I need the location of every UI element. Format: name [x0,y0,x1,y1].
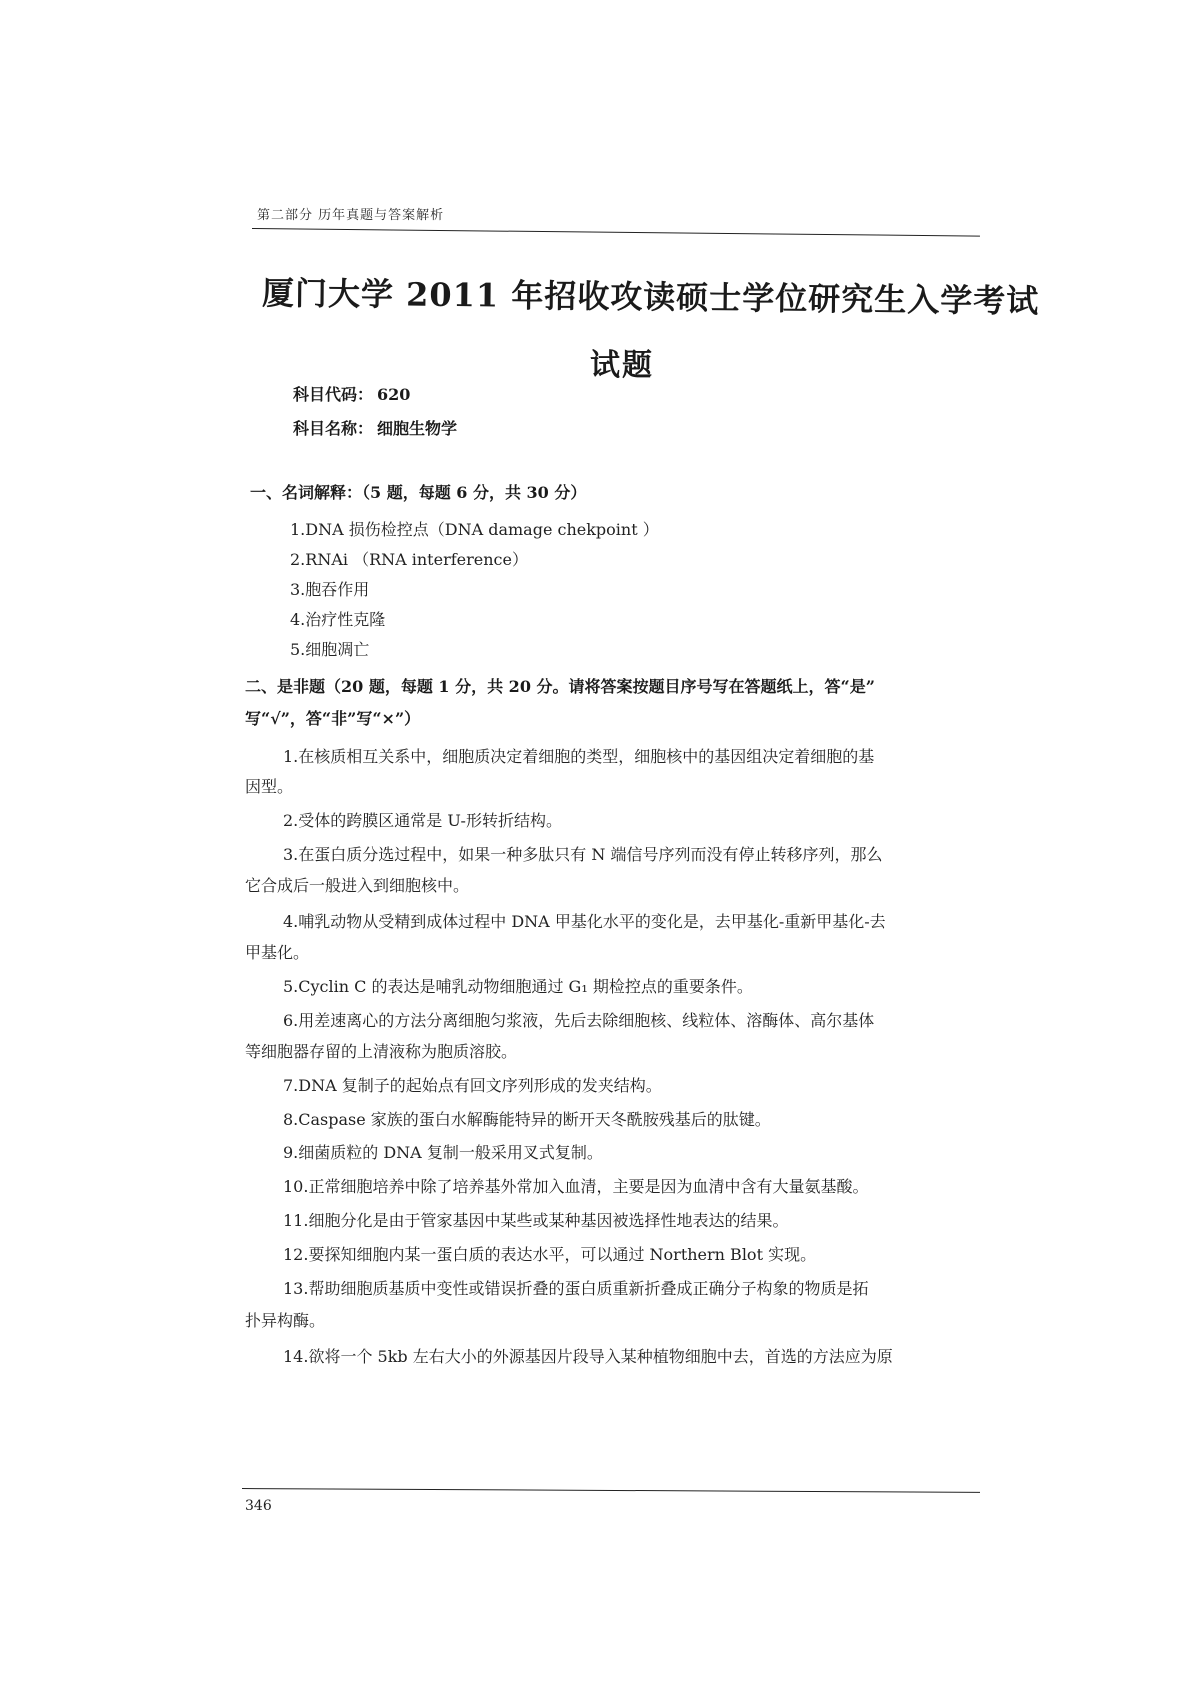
question-line: 7.DNA 复制子的起始点有回文序列形成的发夹结构。 [283,1076,662,1095]
subject-name-label: 科目名称： [293,419,374,438]
running-header: 第二部分 历年真题与答案解析 [257,208,445,223]
question-line: 4.哺乳动物从受精到成体过程中 DNA 甲基化水平的变化是，去甲基化-重新甲基化-去 [283,912,886,931]
subject-code [293,382,410,405]
question-line: 9.细菌质粒的 DNA 复制一般采用叉式复制。 [283,1143,603,1162]
question-line: 因型。 [245,777,294,796]
question-line: 11.细胞分化是由于管家基因中某些或某种基因被选择性地表达的结果。 [283,1211,789,1230]
section1-item: 2.RNAi （RNA interference） [290,550,528,569]
subject-code-value: 620 [377,385,411,404]
section1-item: 1.DNA 损伤检控点（DNA damage chekpoint ） [290,520,659,539]
question-line: 8.Caspase 家族的蛋白水解酶能特异的断开天冬酰胺残基后的肽键。 [283,1110,771,1129]
question-line: 12.要探知细胞内某一蛋白质的表达水平，可以通过 Northern Blot 实现。 [283,1245,817,1264]
page-number: 346 [245,1498,272,1514]
section2-heading: 二、是非题（20 题，每题 1 分，共 20 分。请将答案按题目序号写在答题纸上，答“是” [245,677,875,696]
question-line: 13.帮助细胞质基质中变性或错误折叠的蛋白质重新折叠成正确分子构象的物质是拓 [283,1279,869,1298]
footer-rule [242,1488,980,1493]
section2-heading-cont: 写“√”，答“非”写“×”） [245,709,421,728]
question-line: 3.在蛋白质分选过程中，如果一种多肽只有 N 端信号序列而没有停止转移序列，那么 [283,845,883,864]
section1-item: 3.胞吞作用 [290,580,370,599]
question-line: 甲基化。 [245,943,310,962]
question-line: 6.用差速离心的方法分离细胞匀浆液，先后去除细胞核、线粒体、溶酶体、高尔基体 [283,1011,875,1030]
question-line: 5.Cyclin C 的表达是哺乳动物细胞通过 G₁ 期检控点的重要条件。 [283,977,753,996]
question-line: 1.在核质相互关系中，细胞质决定着细胞的类型，细胞核中的基因组决定着细胞的基 [283,747,875,766]
subject-name-value: 细胞生物学 [377,419,458,438]
page-title: 厦门大学 2011 年招收攻读硕士学位研究生入学考试 [261,274,1040,321]
page-title-line2: 试题 [590,348,654,383]
question-line: 等细胞器存留的上清液称为胞质溶胶。 [245,1042,518,1061]
header-rule [252,228,980,237]
question-line: 扑异构酶。 [245,1311,326,1330]
question-line: 它合成后一般进入到细胞核中。 [245,876,470,895]
subject-code-label: 科目代码： [293,385,374,404]
question-line: 10.正常细胞培养中除了培养基外常加入血清，主要是因为血清中含有大量氨基酸。 [283,1177,869,1196]
question-line: 2.受体的跨膜区通常是 U-形转折结构。 [283,811,562,830]
section1-heading: 一、名词解释：（5 题，每题 6 分，共 30 分） [250,483,587,502]
question-line: 14.欲将一个 5kb 左右大小的外源基因片段导入某种植物细胞中去，首选的方法应为原 [283,1347,893,1366]
section1-item: 4.治疗性克隆 [290,610,386,629]
subject-name [293,416,457,439]
section1-item: 5.细胞凋亡 [290,640,370,659]
